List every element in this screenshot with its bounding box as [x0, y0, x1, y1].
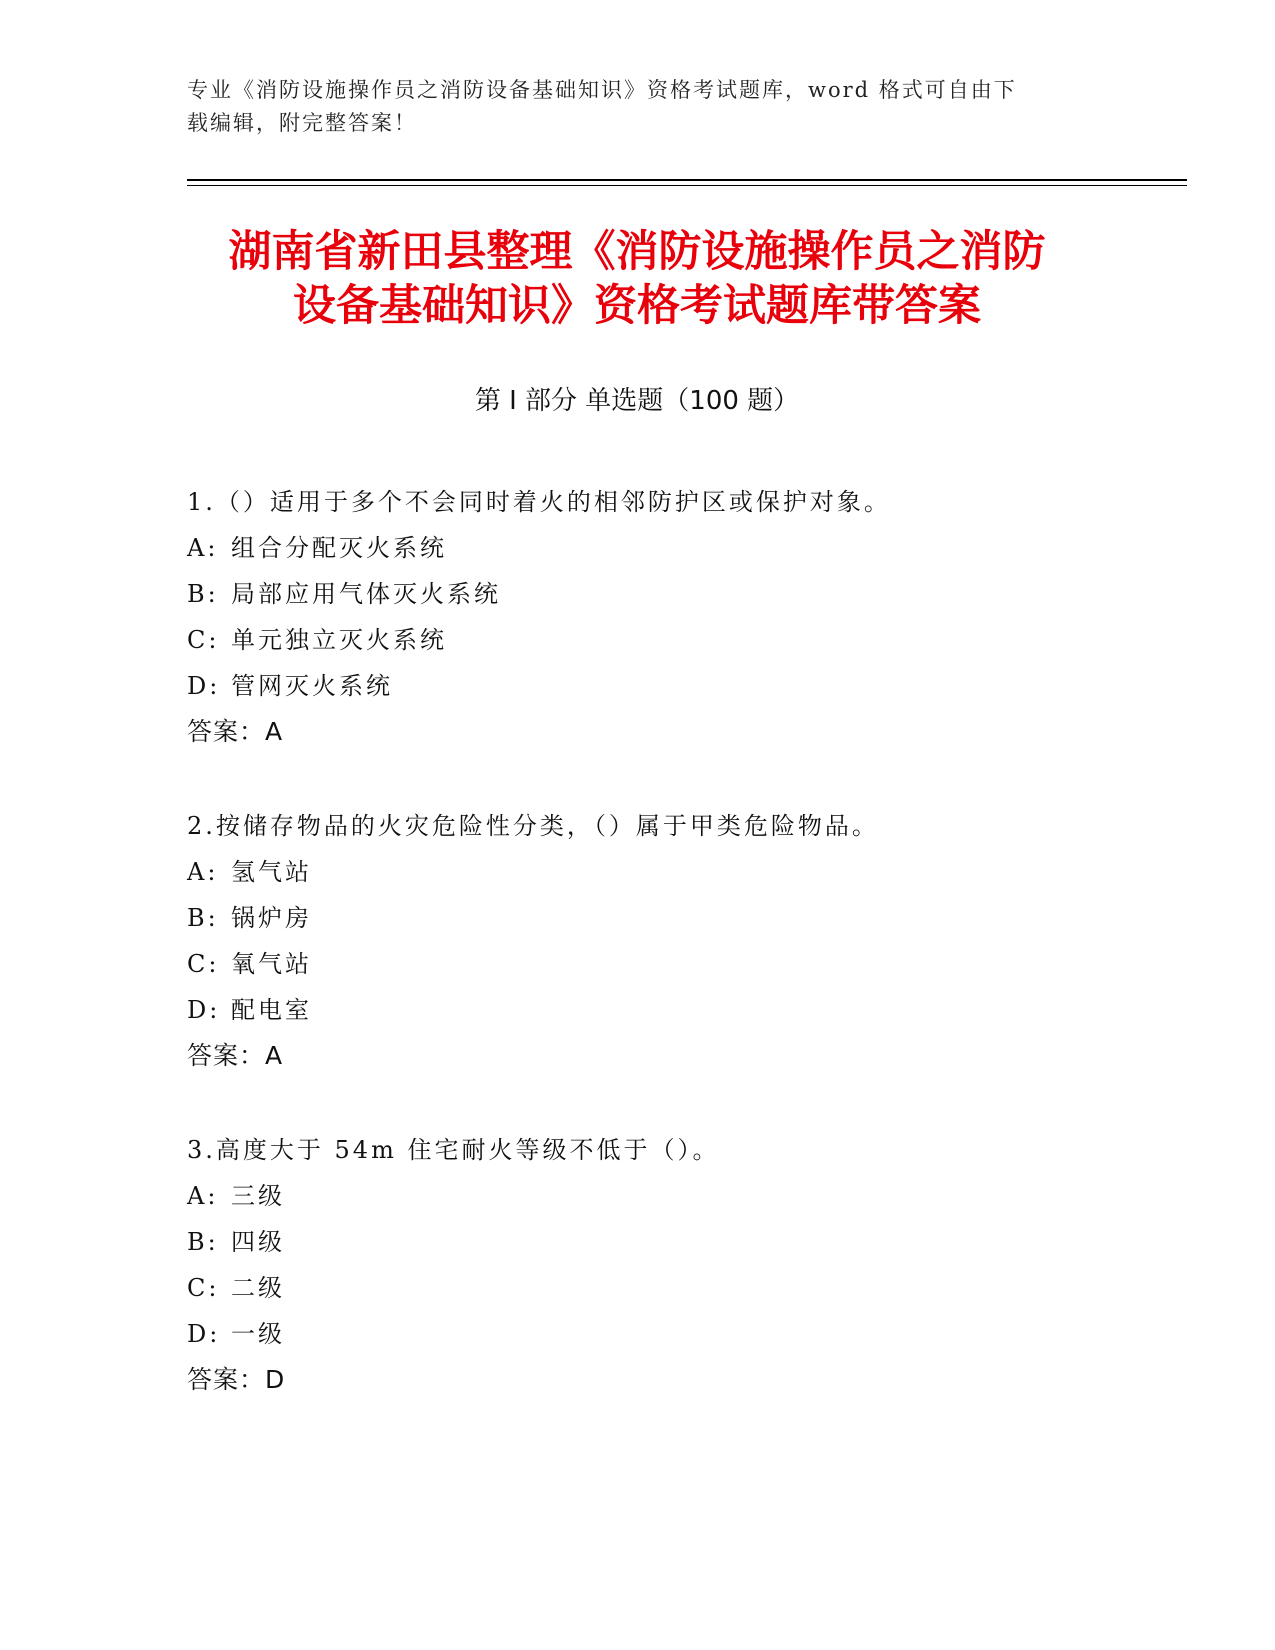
- option-key: D:: [187, 996, 221, 1024]
- option-key: A:: [187, 534, 219, 562]
- answer-line: 答案：A: [187, 717, 284, 746]
- option-key: B:: [187, 904, 219, 932]
- header-note-line-1: 专业《消防设施操作员之消防设备基础知识》资格考试题库，word 格式可自由下: [187, 78, 1017, 102]
- option-key: B:: [187, 1228, 219, 1256]
- question-2: [187, 803, 1087, 1079]
- answer-line: 答案：D: [187, 1365, 286, 1394]
- question-text: 1.（）适用于多个不会同时着火的相邻防护区或保护对象。: [187, 488, 891, 516]
- section-title: 第 I 部分 单选题（100 题）: [474, 386, 800, 416]
- option-text: 四级: [231, 1228, 285, 1256]
- header-rule-thick: [187, 179, 1187, 181]
- question-3: [187, 1127, 1087, 1403]
- header-note-line-2: 载编辑，附完整答案！: [187, 111, 417, 135]
- option-key: D:: [187, 672, 221, 700]
- option-key: C:: [187, 626, 220, 654]
- answer-line: 答案：A: [187, 1041, 284, 1070]
- option-text: 二级: [231, 1274, 285, 1302]
- option-key: A:: [187, 1182, 219, 1210]
- question-1: [187, 479, 1087, 755]
- document-title-line-2: 设备基础知识》资格考试题库带答案: [293, 281, 981, 331]
- option-key: C:: [187, 950, 220, 978]
- option-key: B:: [187, 580, 219, 608]
- option-d: [187, 987, 1087, 1033]
- option-key: C:: [187, 1274, 220, 1302]
- question-text: 3.高度大于 54m 住宅耐火等级不低于（）。: [187, 1136, 720, 1164]
- option-b: [187, 571, 1087, 617]
- option-text: 管网灭火系统: [231, 672, 393, 700]
- option-d: [187, 663, 1087, 709]
- option-a: [187, 849, 1087, 895]
- option-key: A:: [187, 858, 219, 886]
- option-text: 锅炉房: [231, 904, 312, 932]
- option-c: [187, 1265, 1087, 1311]
- option-d: [187, 1311, 1087, 1357]
- option-b: [187, 895, 1087, 941]
- option-a: [187, 525, 1087, 571]
- option-key: D:: [187, 1320, 221, 1348]
- option-text: 单元独立灭火系统: [231, 626, 447, 654]
- option-text: 组合分配灭火系统: [231, 534, 447, 562]
- option-text: 氧气站: [231, 950, 312, 978]
- option-text: 三级: [231, 1182, 285, 1210]
- document-title: [187, 225, 1087, 333]
- option-text: 局部应用气体灭火系统: [231, 580, 501, 608]
- header-rule-thin: [187, 185, 1187, 186]
- question-text: 2.按储存物品的火灾危险性分类，（）属于甲类危险物品。: [187, 812, 879, 840]
- option-c: [187, 617, 1087, 663]
- option-a: [187, 1173, 1087, 1219]
- document-title-line-1: 湖南省新田县整理《消防设施操作员之消防: [228, 227, 1046, 277]
- header-note: [187, 74, 1087, 140]
- option-text: 氢气站: [231, 858, 312, 886]
- option-c: [187, 941, 1087, 987]
- option-text: 配电室: [231, 996, 312, 1024]
- question-list: [187, 479, 1087, 1451]
- option-b: [187, 1219, 1087, 1265]
- option-text: 一级: [231, 1320, 285, 1348]
